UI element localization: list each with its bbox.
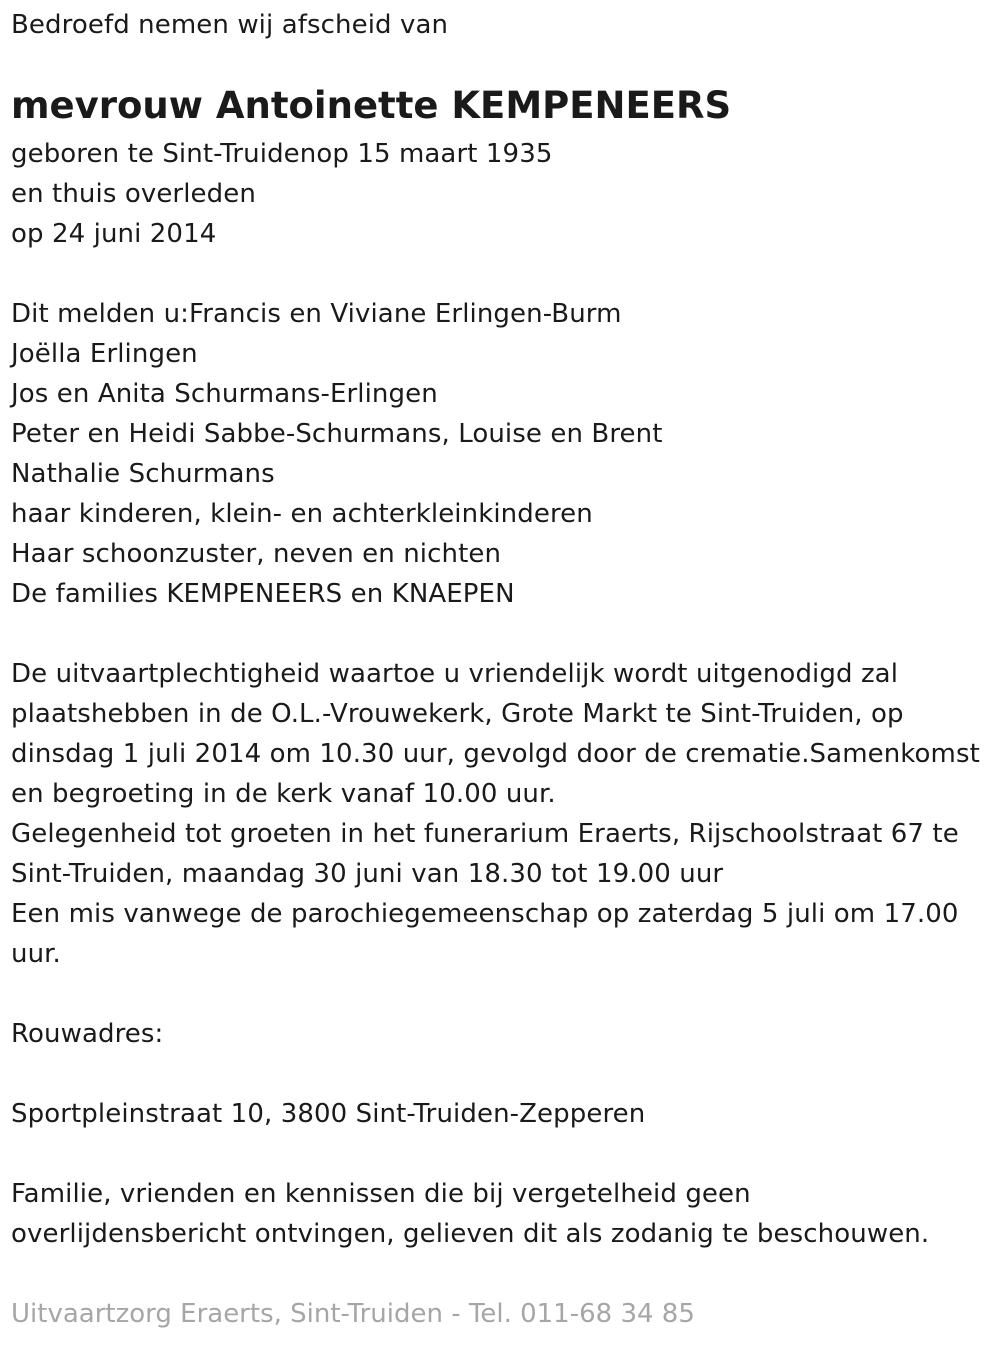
ceremony-line: plaatshebben in de O.L.-Vrouwekerk, Grote Markt te Sint-Truiden, op <box>11 699 904 729</box>
address-label: Rouwadres: <box>11 1019 164 1049</box>
family-line: Nathalie Schurmans <box>11 459 275 489</box>
notice-text <box>11 1174 986 1254</box>
family-list <box>11 294 663 614</box>
funeral-home-footer: Uitvaartzorg Eraerts, Sint-Truiden - Tel. 011-68 34 85 <box>11 1299 695 1329</box>
deceased-name: mevrouw Antoinette KEMPENEERS <box>11 84 732 127</box>
ceremony-line: Gelegenheid tot groeten in het funerarium Eraerts, Rijschoolstraat 67 te <box>11 819 959 849</box>
ceremony-line: Sint-Truiden, maandag 30 juni van 18.30 tot 19.00 uur <box>11 859 724 889</box>
death-place-line: en thuis overleden <box>11 179 256 209</box>
ceremony-details <box>11 654 986 974</box>
family-line: Dit melden u:Francis en Viviane Erlingen-Burm <box>11 299 622 329</box>
family-line: Joëlla Erlingen <box>11 339 198 369</box>
ceremony-line: De uitvaartplechtigheid waartoe u vriendelijk wordt uitgenodigd zal <box>11 659 899 689</box>
death-date-line: op 24 juni 2014 <box>11 219 217 249</box>
intro-text: Bedroefd nemen wij afscheid van <box>11 10 449 40</box>
birth-death-details <box>11 134 552 254</box>
ceremony-line: dinsdag 1 juli 2014 om 10.30 uur, gevolgd door de crematie.Samenkomst <box>11 739 980 769</box>
family-line: Haar schoonzuster, neven en nichten <box>11 539 502 569</box>
notice-line: overlijdensbericht ontvingen, gelieven dit als zodanig te beschouwen. <box>11 1219 930 1249</box>
notice-line: Familie, vrienden en kennissen die bij vergetelheid geen <box>11 1179 751 1209</box>
mourning-address: Sportpleinstraat 10, 3800 Sint-Truiden-Zepperen <box>11 1099 646 1129</box>
family-line: De families KEMPENEERS en KNAEPEN <box>11 579 515 609</box>
ceremony-line: en begroeting in de kerk vanaf 10.00 uur. <box>11 779 556 809</box>
ceremony-line: Een mis vanwege de parochiegemeenschap op zaterdag 5 juli om 17.00 <box>11 899 959 929</box>
family-line: Peter en Heidi Sabbe-Schurmans, Louise en Brent <box>11 419 663 449</box>
birth-line: geboren te Sint-Truidenop 15 maart 1935 <box>11 139 553 169</box>
family-line: Jos en Anita Schurmans-Erlingen <box>11 379 438 409</box>
family-line: haar kinderen, klein- en achterkleinkinderen <box>11 499 593 529</box>
ceremony-line: uur. <box>11 939 61 969</box>
